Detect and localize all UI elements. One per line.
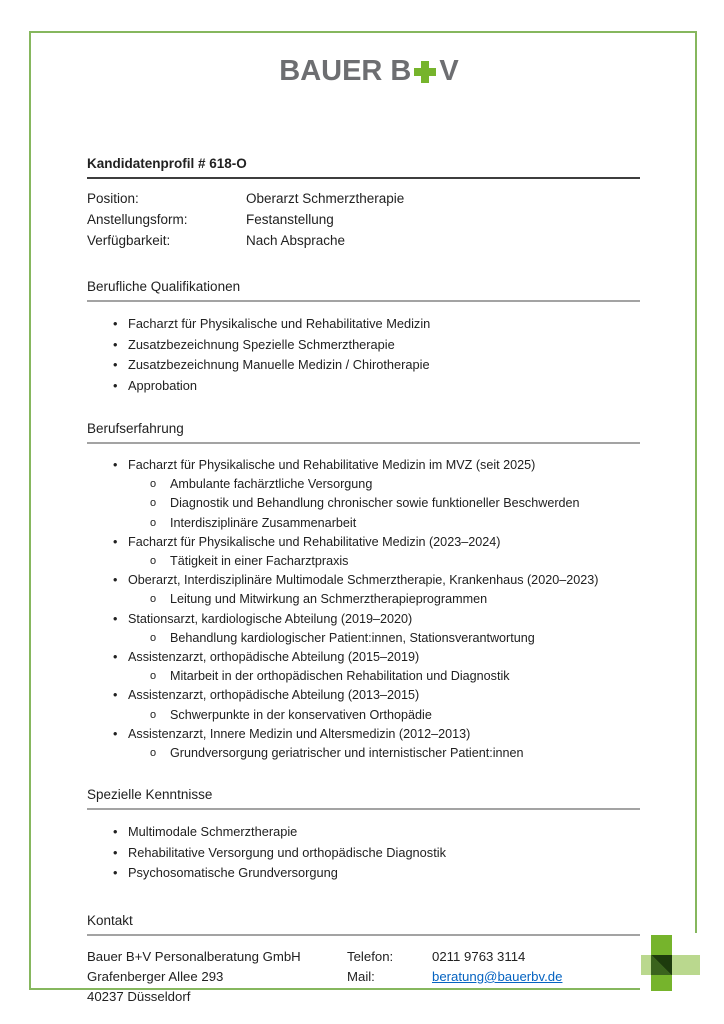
list-item-text: Approbation [128, 377, 198, 393]
bullet-icon: • [113, 336, 118, 352]
circle-icon: o [150, 747, 157, 760]
circle-icon: o [150, 555, 157, 568]
contact-mail-label: Mail: [347, 968, 375, 984]
list-item-text: Diagnostik und Behandlung chronischer sowie funktioneller Beschwerden [170, 496, 580, 511]
list-item [87, 686, 640, 705]
list-item [87, 355, 640, 376]
circle-icon: o [150, 593, 157, 606]
info-row [87, 209, 640, 230]
cross-overlap [651, 955, 672, 975]
logo-text-left: BAUER B [279, 55, 412, 87]
document-content [87, 156, 640, 1007]
experience-list [87, 456, 640, 763]
logo-text-right: V [439, 55, 459, 87]
bullet-icon: • [113, 573, 118, 588]
list-item-text: Assistenzarzt, orthopädische Abteilung (2015–2019) [128, 650, 420, 665]
bullet-icon: • [113, 316, 118, 331]
contact-block [87, 947, 640, 1007]
list-item-text: Assistenzarzt, orthopädische Abteilung (2013–2015) [128, 688, 420, 703]
list-item [87, 706, 640, 725]
list-item [87, 725, 640, 744]
list-item-text: Oberarzt, Interdisziplinäre Multimodale Schmerztherapie, Krankenhaus (2020–2023) [128, 573, 599, 588]
circle-icon: o [150, 497, 157, 510]
circle-icon: o [150, 478, 157, 491]
list-item [87, 456, 640, 475]
list-item [87, 648, 640, 667]
list-item-text: Mitarbeit in der orthopädischen Rehabilitation und Diagnostik [170, 669, 510, 684]
contact-phone-value: 0211 9763 3114 [432, 948, 526, 964]
section-heading-skills: Spezielle Kenntnisse [87, 787, 640, 810]
bullet-icon: • [113, 611, 118, 626]
circle-icon: o [150, 670, 157, 683]
bullet-icon: • [113, 534, 118, 549]
list-item-text: Grundversorgung geriatrischer und internistischer Patient:innen [170, 746, 524, 761]
contact-mail-value [432, 967, 640, 987]
info-label: Verfügbarkeit: [87, 233, 171, 248]
list-item-text: Leitung und Mitwirkung an Schmerztherapieprogrammen [170, 592, 488, 607]
list-item [87, 629, 640, 648]
info-value: Nach Absprache [246, 233, 346, 248]
list-item-text: Zusatzbezeichnung Spezielle Schmerztherapie [128, 336, 395, 352]
info-label: Anstellungsform: [87, 212, 188, 227]
list-item-text: Rehabilitative Versorgung und orthopädische Diagnostik [128, 844, 446, 860]
contact-row [87, 947, 640, 967]
border-frame-right [695, 31, 697, 933]
info-value: Oberarzt Schmerztherapie [246, 191, 405, 206]
profile-info-table [87, 188, 640, 251]
section-heading-experience: Berufserfahrung [87, 421, 640, 444]
contact-company-name: Bauer B+V Personalberatung GmbH [87, 948, 301, 964]
list-item-text: Stationsarzt, kardiologische Abteilung (2019–2020) [128, 611, 413, 626]
list-item-text: Behandlung kardiologischer Patient:innen, Stationsverantwortung [170, 630, 535, 645]
list-item [87, 667, 640, 686]
contact-street: Grafenberger Allee 293 [87, 968, 224, 984]
list-item-text: Interdisziplinäre Zusammenarbeit [170, 515, 357, 530]
list-item [87, 335, 640, 356]
bullet-icon: • [113, 688, 118, 703]
info-value: Festanstellung [246, 212, 334, 227]
info-row [87, 230, 640, 251]
contact-row [87, 967, 640, 987]
list-item-text: Ambulante fachärztliche Versorgung [170, 477, 373, 492]
list-item-text: Facharzt für Physikalische und Rehabilitative Medizin im MVZ (seit 2025) [128, 458, 536, 472]
contact-phone-label: Telefon: [347, 948, 394, 964]
circle-icon: o [150, 708, 157, 721]
qualifications-list [87, 314, 640, 396]
page-title: Kandidatenprofil # 618-O [87, 156, 640, 179]
list-item [87, 822, 640, 843]
info-row [87, 188, 640, 209]
info-label: Position: [87, 191, 139, 206]
list-item-text: Facharzt für Physikalische und Rehabilitative Medizin [128, 316, 431, 331]
list-item [87, 552, 640, 571]
list-item [87, 475, 640, 494]
bullet-icon: • [113, 865, 118, 881]
section-heading-contact: Kontakt [87, 913, 640, 936]
list-item-text: Schwerpunkte in der konservativen Orthopädie [170, 707, 432, 722]
cross-logo-icon [641, 935, 700, 991]
list-item-text: Facharzt für Physikalische und Rehabilitative Medizin (2023–2024) [128, 534, 501, 549]
list-item [87, 494, 640, 513]
email-link[interactable]: beratung@bauerbv.de [432, 968, 563, 984]
list-item-text: Assistenzarzt, Innere Medizin und Altersmedizin (2012–2013) [128, 726, 471, 741]
section-heading-qualifications: Berufliche Qualifikationen [87, 279, 640, 302]
bullet-icon: • [113, 650, 118, 665]
company-logo [0, 57, 724, 86]
contact-row [87, 987, 640, 1007]
list-item [87, 744, 640, 763]
list-item-text: Zusatzbezeichnung Manuelle Medizin / Chirotherapie [128, 357, 430, 372]
bullet-icon: • [113, 377, 118, 393]
plus-icon [414, 61, 436, 83]
border-frame-top [29, 31, 697, 33]
list-item [87, 571, 640, 590]
list-item [87, 863, 640, 884]
bullet-icon: • [113, 824, 118, 840]
bullet-icon: • [113, 357, 118, 372]
list-item [87, 314, 640, 335]
list-item [87, 514, 640, 533]
border-frame-left [29, 31, 31, 990]
list-item [87, 590, 640, 609]
contact-city: 40237 Düsseldorf [87, 988, 191, 1004]
list-item-text: Tätigkeit in einer Facharztpraxis [170, 554, 349, 569]
list-item [87, 843, 640, 864]
list-item [87, 533, 640, 552]
bullet-icon: • [113, 458, 118, 472]
list-item-text: Multimodale Schmerztherapie [128, 824, 298, 840]
list-item [87, 610, 640, 629]
bullet-icon: • [113, 726, 118, 741]
list-item-text: Psychosomatische Grundversorgung [128, 865, 338, 881]
bullet-icon: • [113, 844, 118, 860]
skills-list [87, 822, 640, 884]
list-item [87, 376, 640, 397]
circle-icon: o [150, 631, 157, 644]
circle-icon: o [150, 516, 157, 529]
